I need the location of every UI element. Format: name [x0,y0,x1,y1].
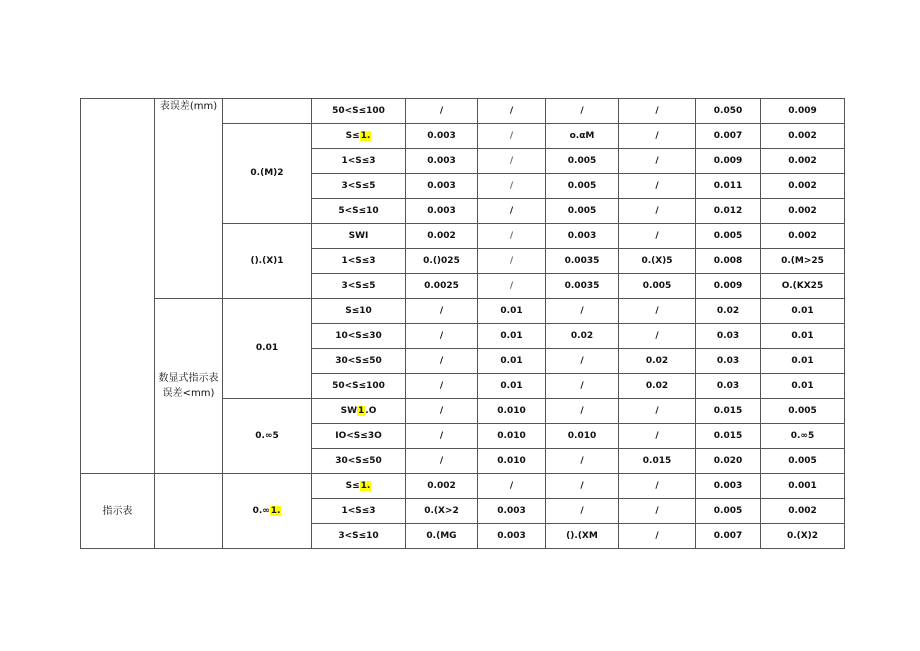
range-cell: 3<S≤10 [312,524,406,549]
resolution-cell: 0.01 [223,299,312,399]
value-cell: / [619,149,696,174]
value-cell: / [478,149,546,174]
value-cell: 0.009 [761,99,845,124]
value-cell: 0.010 [478,424,546,449]
range-cell: IO<S≤3O [312,424,406,449]
value-cell: / [619,199,696,224]
value-cell: 0.(MG [406,524,478,549]
value-cell: 0.015 [696,424,761,449]
value-cell: / [546,399,619,424]
group-label-dial-error: 表误差(mm) [155,99,223,299]
value-cell: 0.010 [478,449,546,474]
range-cell: 1<S≤3 [312,249,406,274]
value-cell: 0.(X>2 [406,499,478,524]
range-cell: 5<S≤10 [312,199,406,224]
value-cell: 0.005 [761,449,845,474]
value-cell: 0.003 [478,524,546,549]
resolution-cell: 0.∞1. [223,474,312,549]
value-cell: 0.01 [761,299,845,324]
range-cell: 3<S≤5 [312,274,406,299]
value-cell: 0.(M>25 [761,249,845,274]
value-cell: 0.005 [761,399,845,424]
value-cell: 0.002 [761,199,845,224]
range-cell: 30<S≤50 [312,349,406,374]
range-cell: S≤1. [312,474,406,499]
value-cell: / [478,474,546,499]
value-cell: / [406,374,478,399]
value-cell: 0.012 [696,199,761,224]
value-cell: / [406,99,478,124]
value-cell: o.αM [546,124,619,149]
value-cell: / [619,499,696,524]
value-cell: 0.03 [696,349,761,374]
value-cell: / [619,124,696,149]
value-cell: 0.009 [696,274,761,299]
value-cell: 0.002 [761,149,845,174]
value-cell: / [619,324,696,349]
range-cell: SWI [312,224,406,249]
value-cell: ().(XM [546,524,619,549]
value-cell: 0.003 [546,224,619,249]
value-cell: / [619,424,696,449]
value-cell: 0.005 [696,224,761,249]
value-cell: / [546,374,619,399]
value-cell: 0.003 [696,474,761,499]
value-cell: 0.008 [696,249,761,274]
value-cell: / [546,499,619,524]
value-cell: / [406,449,478,474]
value-cell: 0.015 [619,449,696,474]
value-cell: 0.007 [696,524,761,549]
value-cell: 0.002 [761,224,845,249]
value-cell: / [619,99,696,124]
value-cell: 0.002 [761,124,845,149]
value-cell: 0.005 [546,199,619,224]
value-cell: 0.003 [406,124,478,149]
value-cell: O.(KX25 [761,274,845,299]
group-cell-empty [81,99,155,474]
value-cell: / [406,349,478,374]
resolution-cell: 0.∞5 [223,399,312,474]
value-cell: 0.010 [478,399,546,424]
value-cell: 0.02 [546,324,619,349]
value-cell: / [478,99,546,124]
value-cell: 0.02 [619,349,696,374]
value-cell: / [546,299,619,324]
range-cell: SW1.O [312,399,406,424]
group-cell-empty [155,474,223,549]
value-cell: / [546,349,619,374]
value-cell: 0.03 [696,324,761,349]
value-cell: 0.015 [696,399,761,424]
value-cell: / [619,224,696,249]
range-cell: S≤1. [312,124,406,149]
value-cell: 0.01 [761,349,845,374]
value-cell: 0.009 [696,149,761,174]
value-cell: / [546,99,619,124]
value-cell: 0.01 [761,324,845,349]
value-cell: 0.010 [546,424,619,449]
table-row [81,99,845,124]
tolerance-table [80,98,845,549]
table-row [81,299,845,324]
value-cell: 0.0035 [546,249,619,274]
value-cell: 0.003 [406,199,478,224]
value-cell: / [478,124,546,149]
value-cell: / [478,224,546,249]
value-cell: 0.01 [478,349,546,374]
resolution-cell [223,99,312,124]
value-cell: 0.050 [696,99,761,124]
value-cell: 0.007 [696,124,761,149]
resolution-cell: ().(X)1 [223,224,312,299]
value-cell: 0.0035 [546,274,619,299]
value-cell: / [546,449,619,474]
value-cell: 0.005 [546,174,619,199]
value-cell: 0.002 [761,499,845,524]
value-cell: 0.03 [696,374,761,399]
range-cell: 50<S≤100 [312,374,406,399]
value-cell: 0.005 [619,274,696,299]
range-cell: 1<S≤3 [312,499,406,524]
value-cell: 0.002 [406,224,478,249]
value-cell: 0.02 [696,299,761,324]
value-cell: / [478,249,546,274]
value-cell: 0.∞5 [761,424,845,449]
value-cell: / [406,399,478,424]
value-cell: 0.0025 [406,274,478,299]
value-cell: 0.005 [546,149,619,174]
value-cell: 0.003 [406,174,478,199]
value-cell: 0.002 [406,474,478,499]
value-cell: / [619,474,696,499]
value-cell: 0.001 [761,474,845,499]
group-label-indicator: 指示表 [81,474,155,549]
value-cell: 0.005 [696,499,761,524]
value-cell: 0.01 [478,324,546,349]
value-cell: 0.002 [761,174,845,199]
value-cell: / [406,324,478,349]
value-cell: 0.01 [478,374,546,399]
value-cell: 0.003 [478,499,546,524]
value-cell: / [619,174,696,199]
value-cell: 0.020 [696,449,761,474]
resolution-cell: 0.(M)2 [223,124,312,224]
value-cell: 0.02 [619,374,696,399]
value-cell: / [406,424,478,449]
value-cell: 0.003 [406,149,478,174]
value-cell: / [619,524,696,549]
table-row [81,474,845,499]
value-cell: / [478,174,546,199]
value-cell: / [619,399,696,424]
range-cell: 50<S≤100 [312,99,406,124]
value-cell: 0.(X)2 [761,524,845,549]
value-cell: 0.()025 [406,249,478,274]
group-label-digital-error: 数显式指示表误差<mm) [155,299,223,474]
value-cell: 0.011 [696,174,761,199]
value-cell: 0.01 [761,374,845,399]
value-cell: / [478,199,546,224]
value-cell: / [478,274,546,299]
range-cell: 10<S≤30 [312,324,406,349]
value-cell: / [619,299,696,324]
range-cell: 3<S≤5 [312,174,406,199]
range-cell: S≤10 [312,299,406,324]
value-cell: 0.(X)5 [619,249,696,274]
range-cell: 1<S≤3 [312,149,406,174]
value-cell: / [546,474,619,499]
value-cell: / [406,299,478,324]
range-cell: 30<S≤50 [312,449,406,474]
value-cell: 0.01 [478,299,546,324]
